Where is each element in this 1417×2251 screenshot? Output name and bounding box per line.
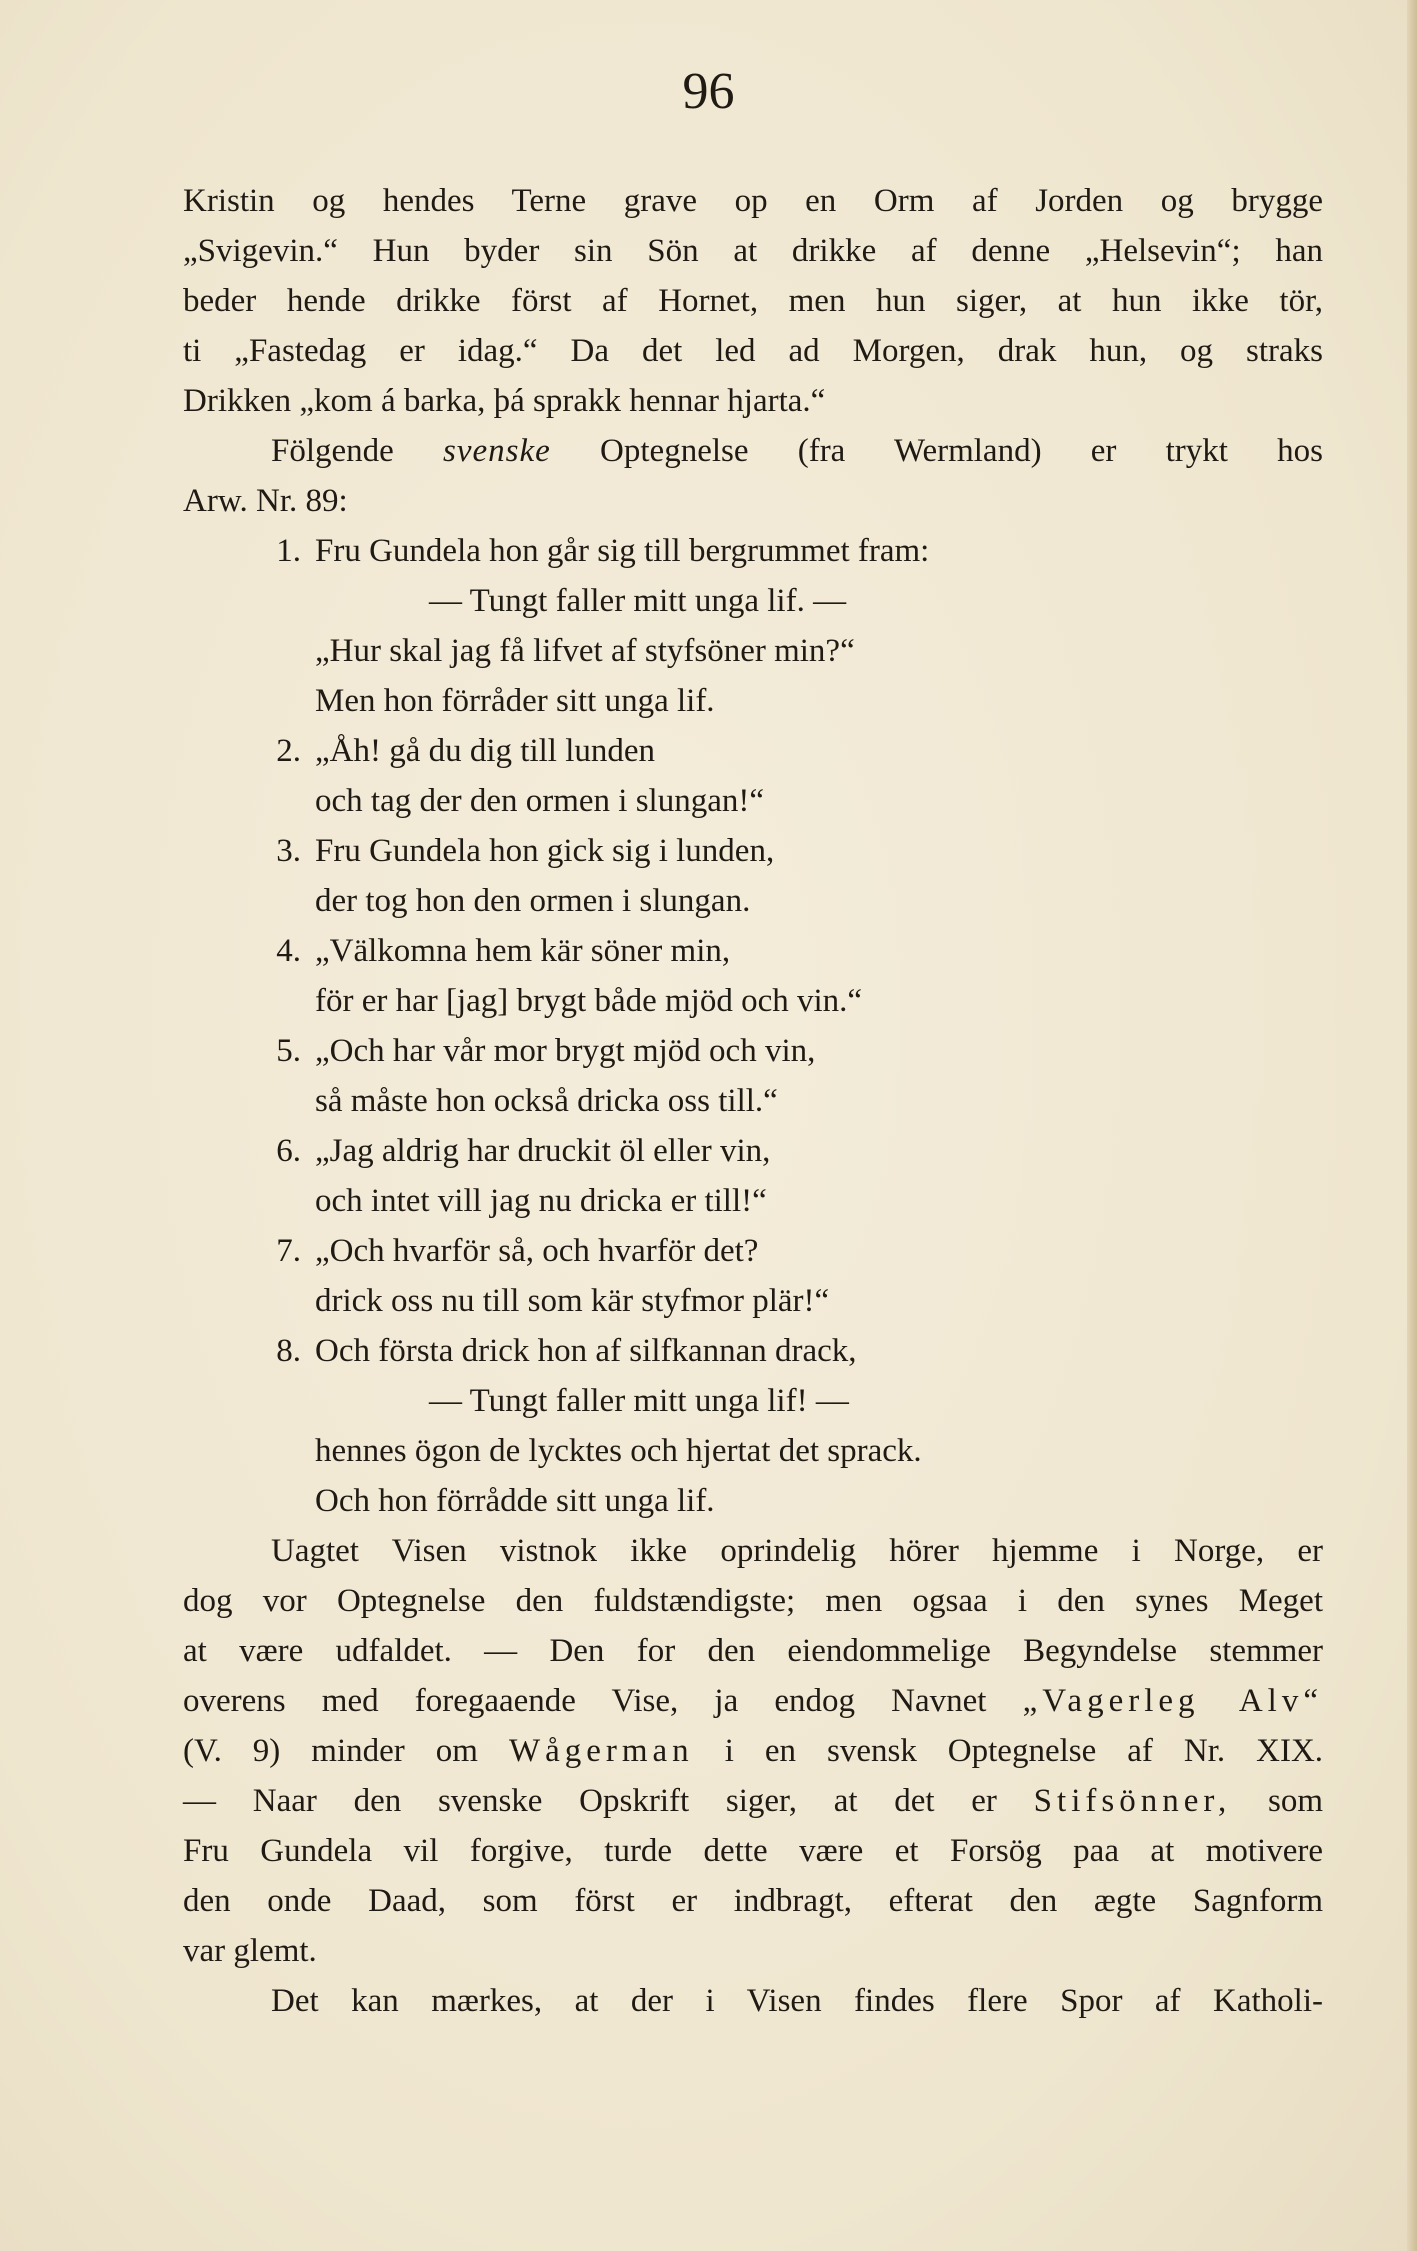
refrain-line: — Tungt faller mitt unga lif. — (429, 583, 847, 619)
refrain-line: — Tungt faller mitt unga lif! — (429, 1383, 849, 1419)
closing-line: at være udfaldet. — Den for den eiendommelige Begyndelse stemmer (183, 1633, 1323, 1669)
stanza (183, 926, 1323, 1026)
verse-line: och tag der den ormen i slungan!“ (315, 783, 765, 819)
verse-line: „Välkomna hem kär söner min, (315, 933, 731, 969)
stanza-number: 2. (276, 733, 301, 769)
verse-line: Fru Gundela hon gick sig i lunden, (315, 833, 775, 869)
verse-line: Och hon förrådde sitt unga lif. (315, 1483, 715, 1519)
verse-line: „Och har vår mor brygt mjöd och vin, (315, 1033, 816, 1069)
reference-before: Fölgende (271, 433, 394, 469)
stanza-number: 4. (276, 933, 301, 969)
verse-line: Men hon förråder sitt unga lif. (315, 683, 715, 719)
closing-line: var glemt. (183, 1933, 317, 1969)
closing-line (183, 1676, 1323, 1726)
stanza (183, 526, 1323, 726)
spaced-name: „Vagerleg Alv“ (1022, 1683, 1324, 1719)
stanza-number: 3. (276, 833, 301, 869)
verse-line: „Jag aldrig har druckit öl eller vin, (315, 1133, 771, 1169)
closing-line: Det kan mærkes, at der i Visen findes flere Spor af Katholi- (271, 1983, 1323, 2019)
verse-line: Och första drick hon af silfkannan drack, (315, 1333, 857, 1369)
spaced-name: Wågerman (508, 1733, 694, 1769)
reference-line: Arw. Nr. 89: (183, 483, 348, 519)
verse-line: „Hur skal jag få lifvet af styfsöner min?“ (315, 633, 855, 669)
closing-line: Fru Gundela vil forgive, turde dette være et Forsög paa at motivere (183, 1833, 1323, 1869)
stanza (183, 1026, 1323, 1126)
intro-line: beder hende drikke först af Hornet, men hun siger, at hun ikke tör, (183, 283, 1323, 319)
verse-line: för er har [jag] brygt både mjöd och vin.“ (315, 983, 863, 1019)
verse-line: „Åh! gå du dig till lunden (315, 733, 656, 769)
verse-line: så måste hon också dricka oss till.“ (315, 1083, 778, 1119)
verse-line: „Och hvarför så, och hvarför det? (315, 1233, 759, 1269)
closing-line (183, 1726, 1323, 1776)
stanza (183, 1126, 1323, 1226)
verse-line: och intet vill jag nu dricka er till!“ (315, 1183, 767, 1219)
stanza-number: 8. (276, 1333, 301, 1369)
stanza (183, 726, 1323, 826)
page-body (183, 176, 1323, 2026)
intro-line: ti „Fastedag er idag.“ Da det led ad Morgen, drak hun, og straks (183, 333, 1323, 369)
verse-line: der tog hon den ormen i slungan. (315, 883, 751, 919)
reference-line (183, 426, 1323, 476)
closing-line: den onde Daad, som först er indbragt, efterat den ægte Sagnform (183, 1883, 1323, 1919)
closing-text: — Naar den svenske Opskrift siger, at det er (183, 1783, 997, 1819)
closing-text: i en svensk Optegnelse af Nr. XIX. (724, 1733, 1324, 1769)
page-edge (1407, 0, 1417, 2251)
verse-line: Fru Gundela hon går sig till bergrummet fram: (315, 533, 930, 569)
reference-emphasis: svenske (443, 433, 551, 469)
stanza (183, 1326, 1323, 1526)
closing-line (183, 1776, 1323, 1826)
reference-after: Optegnelse (fra Wermland) er trykt hos (600, 433, 1324, 469)
stanza (183, 826, 1323, 926)
stanza-number: 7. (276, 1233, 301, 1269)
closing-text: som (1268, 1783, 1324, 1819)
page-number: 96 (682, 63, 735, 120)
closing-text: (V. 9) minder om (183, 1733, 478, 1769)
closing-line: Uagtet Visen vistnok ikke oprindelig hörer hjemme i Norge, er (271, 1533, 1323, 1569)
intro-line: Drikken „kom á barka, þá sprakk hennar hjarta.“ (183, 383, 826, 419)
stanza-number: 1. (276, 533, 301, 569)
verse-line: hennes ögon de lycktes och hjertat det sprack. (315, 1433, 922, 1469)
intro-line: Kristin og hendes Terne grave op en Orm af Jorden og brygge (183, 183, 1323, 219)
verse-line: drick oss nu till som kär styfmor plär!“ (315, 1283, 830, 1319)
stanza (183, 1226, 1323, 1326)
closing-line: dog vor Optegnelse den fuldstændigste; men ogsaa i den synes Meget (183, 1583, 1323, 1619)
spaced-name: Stifsönner, (1033, 1783, 1232, 1819)
closing-text: overens med foregaaende Vise, ja endog Navnet (183, 1683, 987, 1719)
stanza-number: 5. (276, 1033, 301, 1069)
intro-line: „Svigevin.“ Hun byder sin Sön at drikke af denne „Helsevin“; han (183, 233, 1323, 269)
stanza-number: 6. (276, 1133, 301, 1169)
